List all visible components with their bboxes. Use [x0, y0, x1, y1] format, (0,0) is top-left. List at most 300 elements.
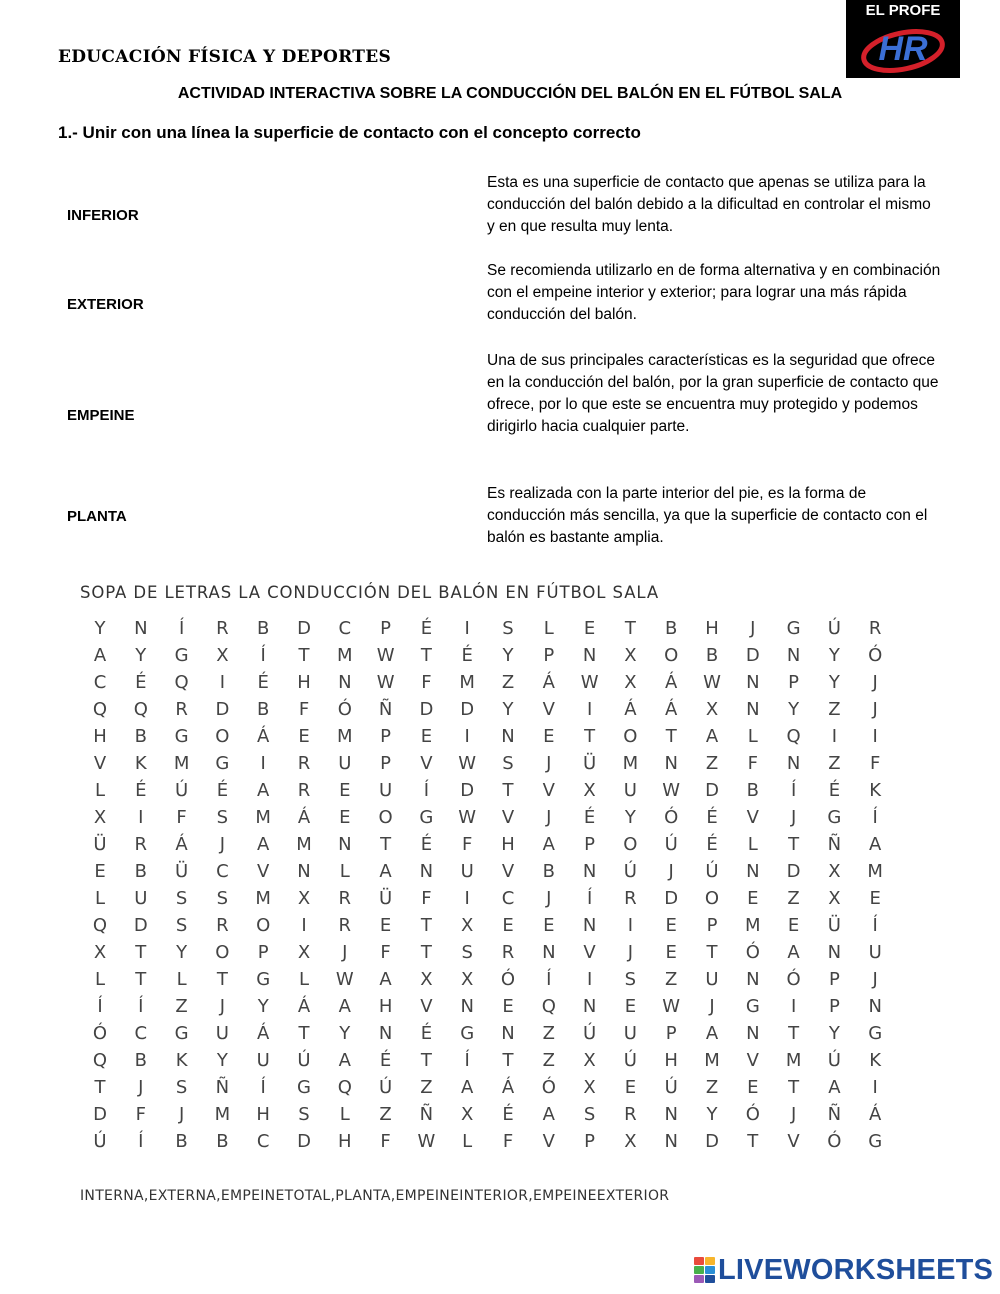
wordsearch-cell[interactable]: Á	[665, 699, 678, 720]
wordsearch-cell[interactable]: T	[706, 942, 718, 963]
wordsearch-cell[interactable]: L	[94, 780, 106, 801]
wordsearch-cell[interactable]: T	[298, 1023, 310, 1044]
wordsearch-cell[interactable]: A	[461, 1077, 474, 1098]
wordsearch-cell[interactable]: Á	[665, 672, 678, 693]
wordsearch-cell[interactable]: L	[94, 969, 106, 990]
wordsearch-cell[interactable]: T	[420, 1050, 432, 1071]
wordsearch-cell[interactable]: L	[747, 726, 758, 747]
wordsearch-cell[interactable]: M	[296, 834, 312, 855]
wordsearch-cell[interactable]: Y	[788, 699, 800, 720]
wordsearch-cell[interactable]: B	[134, 861, 147, 882]
wordsearch-cell[interactable]: É	[706, 834, 718, 855]
wordsearch-cell[interactable]: C	[216, 861, 229, 882]
wordsearch-cell[interactable]: P	[788, 672, 800, 693]
wordsearch-cell[interactable]: S	[175, 1077, 188, 1098]
wordsearch-cell[interactable]: Í	[464, 1050, 470, 1071]
wordsearch-cell[interactable]: J	[872, 699, 878, 720]
wordsearch-cell[interactable]: P	[380, 753, 392, 774]
wordsearch-cell[interactable]: Y	[339, 1023, 351, 1044]
wordsearch-cell[interactable]: É	[502, 1104, 514, 1125]
wordsearch-cell[interactable]: E	[747, 888, 759, 909]
description-2[interactable]: Se recomienda utilizarlo en de forma alternativa y en combinación con el empeine interior y exterior; para lograr una más rápida conducción del balón.	[487, 262, 941, 323]
wordsearch-cell[interactable]: L	[543, 618, 554, 639]
wordsearch-cell[interactable]: N	[582, 915, 597, 936]
wordsearch-cell[interactable]: Ú	[705, 861, 719, 882]
wordsearch-cell[interactable]: N	[419, 861, 434, 882]
wordsearch-cell[interactable]: O	[623, 726, 638, 747]
wordsearch-cell[interactable]: E	[869, 888, 881, 909]
wordsearch-cell[interactable]: Y	[828, 645, 840, 666]
wordsearch-cell[interactable]: A	[257, 780, 270, 801]
wordsearch-cell[interactable]: M	[173, 753, 190, 774]
wordsearch-cell[interactable]: O	[664, 645, 679, 666]
wordsearch-cell[interactable]: V	[420, 996, 433, 1017]
wordsearch-cell[interactable]: Q	[133, 699, 148, 720]
wordsearch-cell[interactable]: N	[460, 996, 474, 1017]
wordsearch-cell[interactable]: Í	[872, 807, 878, 828]
wordsearch-cell[interactable]: Á	[624, 699, 637, 720]
wordsearch-cell[interactable]: U	[256, 1050, 270, 1071]
wordsearch-cell[interactable]: H	[256, 1104, 270, 1125]
wordsearch-cell[interactable]: Ó	[92, 1023, 108, 1044]
wordsearch-cell[interactable]: Y	[216, 1050, 228, 1071]
wordsearch-cell[interactable]: P	[380, 726, 392, 747]
wordsearch-cell[interactable]: W	[376, 672, 395, 693]
wordsearch-cell[interactable]: Á	[869, 1104, 882, 1125]
wordsearch-cell[interactable]: O	[256, 915, 271, 936]
wordsearch-cell[interactable]: S	[583, 1104, 596, 1125]
wordsearch-cell[interactable]: T	[135, 969, 147, 990]
wordsearch-cell[interactable]: Ó	[541, 1077, 556, 1098]
wordsearch-cell[interactable]: Ó	[745, 942, 760, 963]
wordsearch-cell[interactable]: Ü	[827, 915, 841, 936]
wordsearch-cell[interactable]: E	[339, 780, 351, 801]
wordsearch-cell[interactable]: D	[745, 645, 760, 666]
wordsearch-cell[interactable]: G	[868, 1131, 883, 1152]
wordsearch-cell[interactable]: G	[460, 1023, 475, 1044]
wordsearch-cell[interactable]: É	[828, 780, 841, 801]
wordsearch-cell[interactable]: J	[872, 672, 878, 693]
wordsearch-cell[interactable]: D	[786, 861, 801, 882]
wordsearch-cell[interactable]: X	[705, 699, 719, 720]
wordsearch-cell[interactable]: Ú	[827, 1050, 841, 1071]
wordsearch-cell[interactable]: A	[542, 1104, 555, 1125]
wordsearch-cell[interactable]: D	[460, 699, 475, 720]
wordsearch-cell[interactable]: N	[582, 645, 597, 666]
wordsearch-cell[interactable]: M	[255, 807, 271, 828]
wordsearch-cell[interactable]: J	[546, 807, 552, 828]
wordsearch-cell[interactable]: I	[831, 726, 838, 747]
wordsearch-cell[interactable]: K	[869, 1050, 882, 1071]
wordsearch-cell[interactable]: U	[379, 780, 393, 801]
term-exterior[interactable]: EXTERIOR	[67, 296, 144, 313]
wordsearch-cell[interactable]: R	[624, 888, 637, 909]
wordsearch-cell[interactable]: X	[297, 942, 311, 963]
wordsearch-cell[interactable]: B	[746, 780, 759, 801]
wordsearch-cell[interactable]: S	[502, 753, 514, 774]
wordsearch-cell[interactable]: R	[216, 618, 229, 639]
wordsearch-cell[interactable]: M	[337, 645, 353, 666]
wordsearch-cell[interactable]: Ú	[93, 1131, 107, 1152]
wordsearch-cell[interactable]: Á	[297, 996, 311, 1017]
wordsearch-cell[interactable]: I	[464, 726, 470, 747]
wordsearch-cell[interactable]: K	[134, 753, 147, 774]
wordsearch-cell[interactable]: T	[788, 834, 800, 855]
wordsearch-cell[interactable]: X	[297, 888, 311, 909]
wordsearch-cell[interactable]: Ó	[745, 1104, 760, 1125]
wordsearch-cell[interactable]: Z	[705, 753, 719, 774]
wordsearch-cell[interactable]: B	[134, 726, 147, 747]
wordsearch-cell[interactable]: L	[462, 1131, 473, 1152]
wordsearch-cell[interactable]: G	[174, 645, 189, 666]
wordsearch-cell[interactable]: Í	[423, 780, 430, 801]
wordsearch-cell[interactable]: F	[176, 807, 187, 828]
wordsearch-cell[interactable]: Ü	[583, 753, 597, 774]
wordsearch-cell[interactable]: I	[464, 888, 470, 909]
wordsearch-cell[interactable]: Q	[92, 699, 108, 720]
wordsearch-cell[interactable]: V	[501, 861, 515, 882]
wordsearch-cell[interactable]: I	[586, 699, 593, 720]
wordsearch-cell[interactable]: X	[828, 888, 841, 909]
wordsearch-cell[interactable]: Ü	[175, 861, 189, 882]
wordsearch-cell[interactable]: P	[828, 996, 840, 1017]
wordsearch-cell[interactable]: H	[378, 996, 393, 1017]
wordsearch-cell[interactable]: N	[786, 645, 801, 666]
wordsearch-cell[interactable]: V	[542, 1131, 555, 1152]
wordsearch-cell[interactable]: P	[706, 915, 718, 936]
wordsearch-cell[interactable]: I	[872, 726, 878, 747]
wordsearch-cell[interactable]: M	[867, 861, 883, 882]
wordsearch-cell[interactable]: Ú	[583, 1023, 597, 1044]
wordsearch-cell[interactable]: Ó	[868, 645, 883, 666]
wordsearch-cell[interactable]: Í	[790, 780, 797, 801]
wordsearch-cell[interactable]: S	[502, 618, 514, 639]
wordsearch-cell[interactable]: F	[380, 942, 391, 963]
wordsearch-cell[interactable]: X	[461, 969, 474, 990]
wordsearch-cell[interactable]: J	[668, 861, 674, 882]
wordsearch-cell[interactable]: Y	[502, 645, 514, 666]
wordsearch-cell[interactable]: D	[419, 699, 434, 720]
wordsearch-cell[interactable]: H	[297, 672, 311, 693]
wordsearch-cell[interactable]: L	[339, 861, 350, 882]
wordsearch-cell[interactable]: A	[257, 834, 270, 855]
wordsearch-cell[interactable]: C	[338, 618, 352, 639]
wordsearch-cell[interactable]: Í	[138, 1131, 144, 1152]
wordsearch-cell[interactable]: G	[174, 1023, 189, 1044]
wordsearch-cell[interactable]: J	[790, 807, 797, 828]
wordsearch-cell[interactable]: E	[787, 915, 800, 936]
wordsearch-cell[interactable]: W	[580, 672, 599, 693]
wordsearch-cell[interactable]: Ó	[337, 699, 352, 720]
wordsearch-cell[interactable]: U	[134, 888, 148, 909]
wordsearch-cell[interactable]: Ó	[500, 969, 516, 990]
wordsearch-cell[interactable]: P	[257, 942, 269, 963]
wordsearch-cell[interactable]: I	[586, 969, 593, 990]
wordsearch-cell[interactable]: O	[704, 888, 720, 909]
wordsearch-cell[interactable]: É	[135, 780, 147, 801]
wordsearch-cell[interactable]: G	[745, 996, 760, 1017]
wordsearch-cell[interactable]: Ñ	[378, 699, 393, 720]
wordsearch-cell[interactable]: E	[747, 1077, 759, 1098]
wordsearch-cell[interactable]: J	[219, 996, 226, 1017]
wordsearch-cell[interactable]: Y	[135, 645, 147, 666]
wordsearch-cell[interactable]: T	[420, 915, 432, 936]
wordsearch-cell[interactable]: Ú	[623, 1050, 637, 1071]
wordsearch-cell[interactable]: G	[419, 807, 434, 828]
wordsearch-cell[interactable]: G	[174, 726, 189, 747]
wordsearch-cell[interactable]: Á	[257, 1023, 270, 1044]
wordsearch-cell[interactable]: Ñ	[215, 1077, 230, 1098]
wordsearch-cell[interactable]: X	[583, 780, 596, 801]
wordsearch-cell[interactable]: Ó	[664, 807, 679, 828]
wordsearch-cell[interactable]: T	[624, 618, 636, 639]
wordsearch-cell[interactable]: Q	[92, 915, 108, 936]
wordsearch-cell[interactable]: D	[93, 1104, 107, 1125]
wordsearch-cell[interactable]: Y	[828, 1023, 840, 1044]
wordsearch-cell[interactable]: I	[301, 915, 307, 936]
wordsearch-cell[interactable]: N	[746, 1023, 760, 1044]
wordsearch-cell[interactable]: S	[175, 915, 188, 936]
wordsearch-cell[interactable]: R	[501, 942, 515, 963]
wordsearch-cell[interactable]: E	[379, 915, 392, 936]
wordsearch-cell[interactable]: R	[297, 780, 311, 801]
wordsearch-cell[interactable]: T	[502, 1050, 514, 1071]
wordsearch-cell[interactable]: Á	[542, 672, 555, 693]
description-1[interactable]: Esta es una superficie de contacto que apenas se utiliza para la conducción del balón debido a la dificultad en controlar el mismo y en que resulta muy lenta.	[487, 174, 931, 235]
wordsearch-cell[interactable]: Z	[787, 888, 800, 909]
wordsearch-cell[interactable]: S	[298, 1104, 310, 1125]
wordsearch-cell[interactable]: H	[338, 1131, 352, 1152]
wordsearch-cell[interactable]: E	[665, 942, 677, 963]
wordsearch-cell[interactable]: P	[828, 969, 840, 990]
wordsearch-cell[interactable]: E	[420, 726, 433, 747]
description-3[interactable]: Una de sus principales características es la seguridad que ofrece en la conducción del balón, por la gran superficie de contacto que ofrece, por lo que este se encuentra muy protegido y podemos dirigirlo hacia cualquier parte.	[487, 352, 939, 435]
wordsearch-cell[interactable]: A	[705, 1023, 719, 1044]
wordsearch-cell[interactable]: Q	[337, 1077, 352, 1098]
wordsearch-cell[interactable]: V	[583, 942, 596, 963]
wordsearch-cell[interactable]: Y	[706, 1104, 718, 1125]
wordsearch-cell[interactable]: E	[502, 915, 514, 936]
wordsearch-cell[interactable]: É	[461, 645, 473, 666]
wordsearch-cell[interactable]: T	[298, 645, 310, 666]
wordsearch-cell[interactable]: E	[583, 618, 596, 639]
wordsearch-cell[interactable]: Í	[138, 996, 144, 1017]
wordsearch-cell[interactable]: A	[338, 1050, 351, 1071]
wordsearch-cell[interactable]: Á	[297, 807, 311, 828]
wordsearch-cell[interactable]: X	[583, 1050, 596, 1071]
wordsearch-cell[interactable]: S	[175, 888, 188, 909]
wordsearch-cell[interactable]: N	[786, 753, 801, 774]
wordsearch-cell[interactable]: F	[380, 1131, 391, 1152]
wordsearch-cell[interactable]: F	[421, 888, 432, 909]
wordsearch-cell[interactable]: V	[542, 699, 555, 720]
wordsearch-cell[interactable]: E	[502, 996, 514, 1017]
wordsearch-cell[interactable]: Q	[174, 672, 189, 693]
wordsearch-cell[interactable]: T	[380, 834, 392, 855]
wordsearch-cell[interactable]: J	[219, 834, 226, 855]
wordsearch-cell[interactable]: M	[704, 1050, 720, 1071]
wordsearch-cell[interactable]: W	[335, 969, 354, 990]
wordsearch-cell[interactable]: I	[219, 672, 226, 693]
wordsearch-cell[interactable]: D	[215, 699, 230, 720]
wordsearch-cell[interactable]: L	[94, 888, 106, 909]
wordsearch-cell[interactable]: L	[298, 969, 310, 990]
wordsearch-cell[interactable]: R	[624, 1104, 637, 1125]
wordsearch-cell[interactable]: N	[582, 996, 597, 1017]
term-planta[interactable]: PLANTA	[67, 508, 127, 525]
wordsearch-cell[interactable]: Z	[665, 969, 678, 990]
wordsearch-cell[interactable]: J	[750, 618, 756, 639]
wordsearch-cell[interactable]: Ú	[827, 618, 841, 639]
wordsearch-cell[interactable]: R	[134, 834, 148, 855]
wordsearch-cell[interactable]: Z	[542, 1023, 555, 1044]
wordsearch-cell[interactable]: F	[421, 672, 432, 693]
wordsearch-cell[interactable]: P	[665, 1023, 677, 1044]
wordsearch-cell[interactable]: N	[338, 834, 352, 855]
wordsearch-cell[interactable]: L	[747, 834, 758, 855]
wordsearch-cell[interactable]: X	[624, 645, 637, 666]
wordsearch-cell[interactable]: C	[93, 672, 107, 693]
wordsearch-cell[interactable]: Ñ	[827, 834, 842, 855]
wordsearch-cell[interactable]: A	[869, 834, 882, 855]
wordsearch-cell[interactable]: T	[665, 726, 677, 747]
wordsearch-cell[interactable]: Y	[828, 672, 840, 693]
wordsearch-cell[interactable]: E	[624, 996, 637, 1017]
wordsearch-cell[interactable]: F	[298, 699, 310, 720]
wordsearch-cell[interactable]: Í	[260, 1077, 266, 1098]
wordsearch-cell[interactable]: X	[93, 807, 107, 828]
wordsearch-cell[interactable]: É	[257, 672, 269, 693]
wordsearch-cell[interactable]: D	[664, 888, 679, 909]
wordsearch-cell[interactable]: W	[458, 807, 477, 828]
wordsearch-cell[interactable]: G	[827, 807, 842, 828]
wordsearch-cell[interactable]: G	[215, 753, 230, 774]
wordsearch-cell[interactable]: N	[338, 672, 352, 693]
wordsearch-cell[interactable]: C	[134, 1023, 148, 1044]
term-empeine[interactable]: EMPEINE	[67, 407, 135, 424]
wordsearch-cell[interactable]: S	[216, 807, 229, 828]
wordsearch-cell[interactable]: A	[787, 942, 800, 963]
wordsearch-cell[interactable]: W	[662, 780, 681, 801]
wordsearch-cell[interactable]: Í	[546, 969, 552, 990]
wordsearch-cell[interactable]: M	[337, 726, 353, 747]
wordsearch-cell[interactable]: D	[705, 780, 719, 801]
wordsearch-cell[interactable]: B	[134, 1050, 147, 1071]
wordsearch-cell[interactable]: X	[828, 861, 841, 882]
wordsearch-cell[interactable]: A	[828, 1077, 841, 1098]
wordsearch-cell[interactable]: T	[216, 969, 228, 990]
wordsearch-cell[interactable]: D	[460, 780, 475, 801]
wordsearch-cell[interactable]: É	[420, 1023, 433, 1044]
wordsearch-cell[interactable]: G	[786, 618, 801, 639]
wordsearch-cell[interactable]: U	[623, 1023, 637, 1044]
wordsearch-cell[interactable]: N	[664, 1131, 678, 1152]
wordsearch-cell[interactable]: J	[546, 888, 552, 909]
wordsearch-cell[interactable]: Í	[872, 915, 878, 936]
wordsearch-cell[interactable]: A	[542, 834, 555, 855]
wordsearch-cell[interactable]: D	[297, 1131, 311, 1152]
wordsearch-cell[interactable]: T	[788, 1077, 800, 1098]
wordsearch-cell[interactable]: J	[178, 1104, 185, 1125]
wordsearch-cell[interactable]: Y	[502, 699, 514, 720]
wordsearch-cell[interactable]: X	[624, 1131, 637, 1152]
wordsearch-cell[interactable]: Ú	[664, 1077, 678, 1098]
wordsearch-cell[interactable]: N	[746, 861, 760, 882]
wordsearch-cell[interactable]: D	[133, 915, 148, 936]
wordsearch-cell[interactable]: Ü	[379, 888, 393, 909]
wordsearch-cell[interactable]: J	[627, 942, 634, 963]
wordsearch-cell[interactable]: N	[297, 861, 311, 882]
wordsearch-cell[interactable]: N	[664, 1104, 678, 1125]
wordsearch-cell[interactable]: Ú	[664, 834, 678, 855]
wordsearch-cell[interactable]: Z	[379, 1104, 392, 1125]
wordsearch-cell[interactable]: J	[546, 753, 552, 774]
wordsearch-cell[interactable]: Ú	[297, 1050, 311, 1071]
wordsearch-cell[interactable]: Z	[828, 753, 841, 774]
wordsearch-cell[interactable]: K	[175, 1050, 188, 1071]
wordsearch-cell[interactable]: Z	[175, 996, 188, 1017]
wordsearch-cell[interactable]: I	[790, 996, 797, 1017]
wordsearch-cell[interactable]: R	[216, 915, 229, 936]
wordsearch-cell[interactable]: B	[257, 618, 270, 639]
wordsearch-cell[interactable]: O	[215, 942, 230, 963]
wordsearch-cell[interactable]: N	[746, 699, 760, 720]
wordsearch-cell[interactable]: X	[216, 645, 229, 666]
wordsearch-cell[interactable]: V	[257, 861, 270, 882]
wordsearch-cell[interactable]: É	[216, 780, 229, 801]
wordsearch-cell[interactable]: Z	[828, 699, 841, 720]
wordsearch-cell[interactable]: N	[501, 726, 515, 747]
wordsearch-cell[interactable]: B	[175, 1131, 188, 1152]
wordsearch-cell[interactable]: Í	[260, 645, 266, 666]
wordsearch-cell[interactable]: O	[623, 834, 638, 855]
wordsearch-cell[interactable]: H	[705, 618, 719, 639]
wordsearch-cell[interactable]: N	[582, 861, 597, 882]
wordsearch-cell[interactable]: Z	[420, 1077, 433, 1098]
wordsearch-cell[interactable]: W	[376, 645, 395, 666]
wordsearch-cell[interactable]: V	[746, 1050, 759, 1071]
wordsearch-cell[interactable]: L	[176, 969, 187, 990]
wordsearch-cell[interactable]: I	[872, 1077, 878, 1098]
wordsearch-cell[interactable]: Ó	[827, 1131, 842, 1152]
wordsearch-cell[interactable]: N	[378, 1023, 393, 1044]
wordsearch-cell[interactable]: L	[339, 1104, 350, 1125]
wordsearch-cell[interactable]: J	[342, 942, 348, 963]
wordsearch-cell[interactable]: Á	[175, 834, 188, 855]
wordsearch-cell[interactable]: B	[257, 699, 270, 720]
wordsearch-cell[interactable]: Í	[97, 996, 103, 1017]
wordsearch-cell[interactable]: U	[868, 942, 882, 963]
wordsearch-cell[interactable]: N	[501, 1023, 515, 1044]
wordsearch-cell[interactable]: X	[420, 969, 433, 990]
wordsearch-cell[interactable]: O	[215, 726, 230, 747]
wordsearch-cell[interactable]: V	[93, 753, 107, 774]
wordsearch-cell[interactable]: É	[420, 834, 433, 855]
wordsearch-cell[interactable]: G	[256, 969, 271, 990]
wordsearch-cell[interactable]: J	[872, 969, 878, 990]
wordsearch-cell[interactable]: I	[627, 915, 634, 936]
wordsearch-cell[interactable]: E	[298, 726, 310, 747]
wordsearch-cell[interactable]: Q	[541, 996, 556, 1017]
wordsearch-cell[interactable]: N	[746, 672, 760, 693]
wordsearch-cell[interactable]: H	[93, 726, 107, 747]
wordsearch-cell[interactable]: W	[662, 996, 681, 1017]
wordsearch-cell[interactable]: F	[747, 753, 758, 774]
wordsearch-cell[interactable]: Q	[786, 726, 801, 747]
wordsearch-cell[interactable]: E	[543, 726, 555, 747]
wordsearch-cell[interactable]: U	[623, 780, 637, 801]
wordsearch-cell[interactable]: S	[461, 942, 473, 963]
